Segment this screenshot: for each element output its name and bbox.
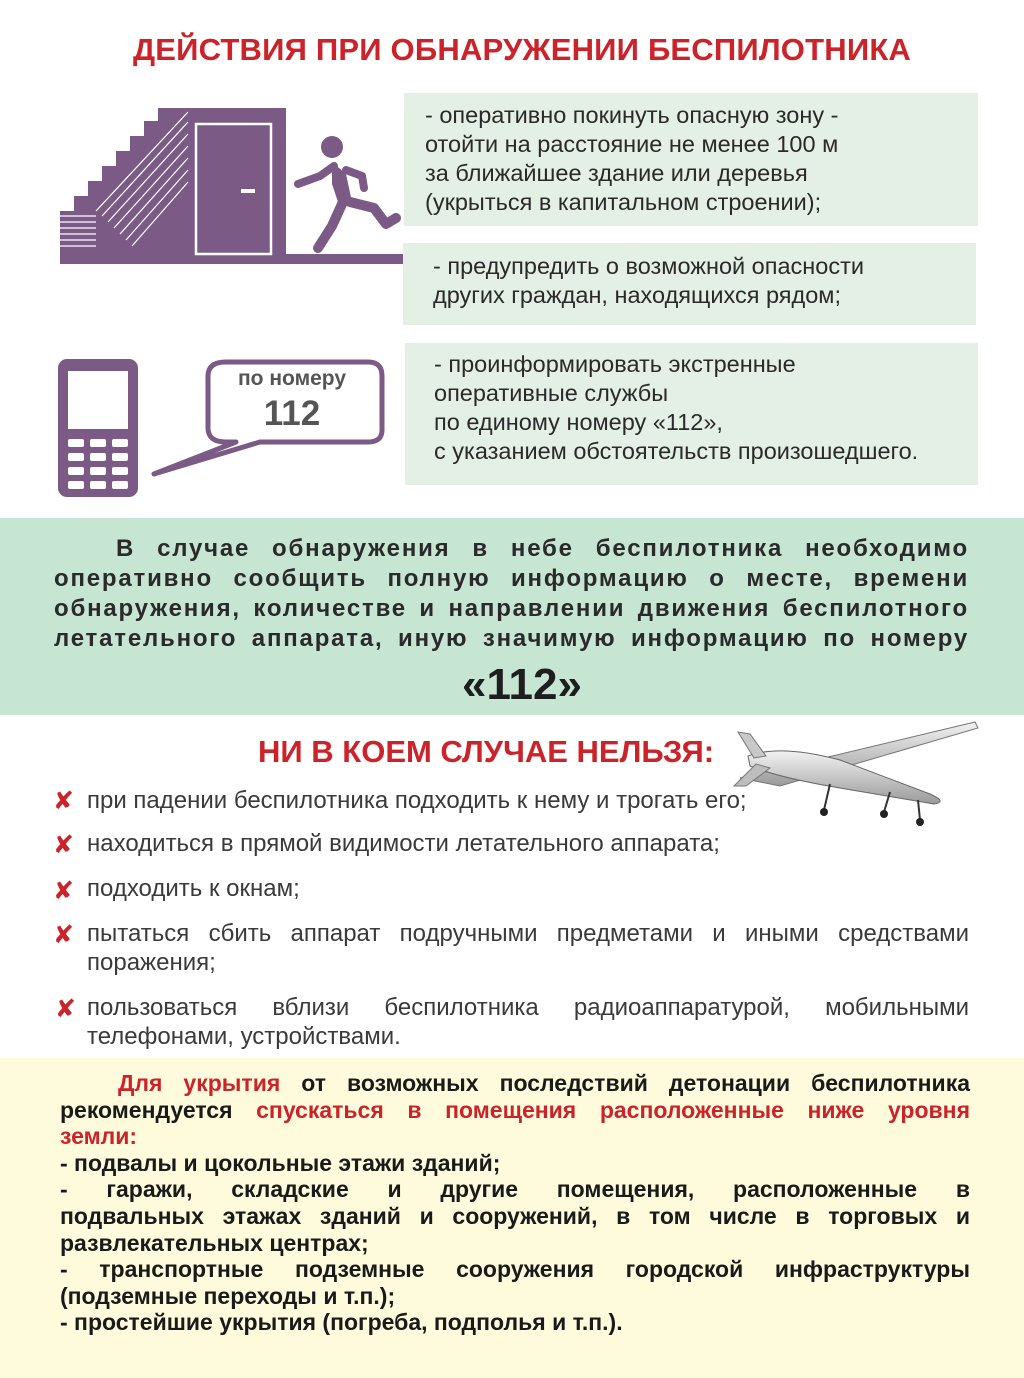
- prohibited-title: НИ В КОЕМ СЛУЧАЕ НЕЛЬЗЯ:: [258, 734, 715, 769]
- cross-icon: ✘: [53, 921, 74, 949]
- shelter-text: Для укрытия от возможных последствий детонации беспилотника рекомендуется спускаться в помещения расположенные ниже уровня земли: - подвалы и цокольные этажи зданий; - гаражи, складские и другие помещения, расположенные в подвальных этажах зданий и сооружений, в том числе в торговых и развлекательных центрах; - транспортные подземные сооружения городской инфраструктуры (подземные переходы и т.п.); - простейшие укрытия (погреба, подполья и т.п.).: [60, 1070, 970, 1336]
- action-warn-others: - предупредить о возможной опасности других граждан, находящихся рядом;: [403, 243, 976, 325]
- stairs-exit-icon: [56, 104, 406, 270]
- drone-image: [720, 716, 982, 836]
- cross-icon: ✘: [53, 877, 74, 905]
- bubble-label: по номеру: [237, 367, 347, 390]
- action-leave-zone: - оперативно покинуть опасную зону - отойти на расстояние не менее 100 м за ближайшее здание или деревья (укрыться в капитальном строении);: [404, 93, 978, 226]
- notice-number: «112»: [462, 660, 582, 709]
- list-item: пользоваться вблизи беспилотника радиоаппаратурой, мобильными телефонами, устройствами.: [87, 994, 969, 1050]
- cross-icon: ✘: [55, 995, 76, 1023]
- list-item: находиться в прямой видимости летательного аппарата;: [87, 830, 720, 857]
- cross-icon: ✘: [53, 831, 74, 859]
- list-item: пытаться сбить аппарат подручными предметами и иными средствами поражения;: [87, 920, 969, 976]
- bubble-number: 112: [263, 394, 321, 433]
- cross-icon: ✘: [53, 787, 74, 815]
- action-call-112: - проинформировать экстренные оперативные службы по единому номеру «112», с указанием обстоятельств произошедшего.: [405, 343, 978, 485]
- mobile-phone-icon: [56, 357, 140, 499]
- notice-text: В случае обнаружения в небе беспилотника необходимо оперативно сообщить полную информацию о месте, времени обнаружения, количестве и направлении движения беспилотного летательного аппарата, иную значимую информацию по номеру: [54, 535, 969, 652]
- running-person-icon: [298, 136, 396, 248]
- page-title: ДЕЙСТВИЯ ПРИ ОБНАРУЖЕНИИ БЕСПИЛОТНИКА: [132, 32, 912, 67]
- list-item: при падении беспилотника подходить к нему и трогать его;: [87, 787, 747, 814]
- list-item: подходить к окнам;: [87, 875, 300, 902]
